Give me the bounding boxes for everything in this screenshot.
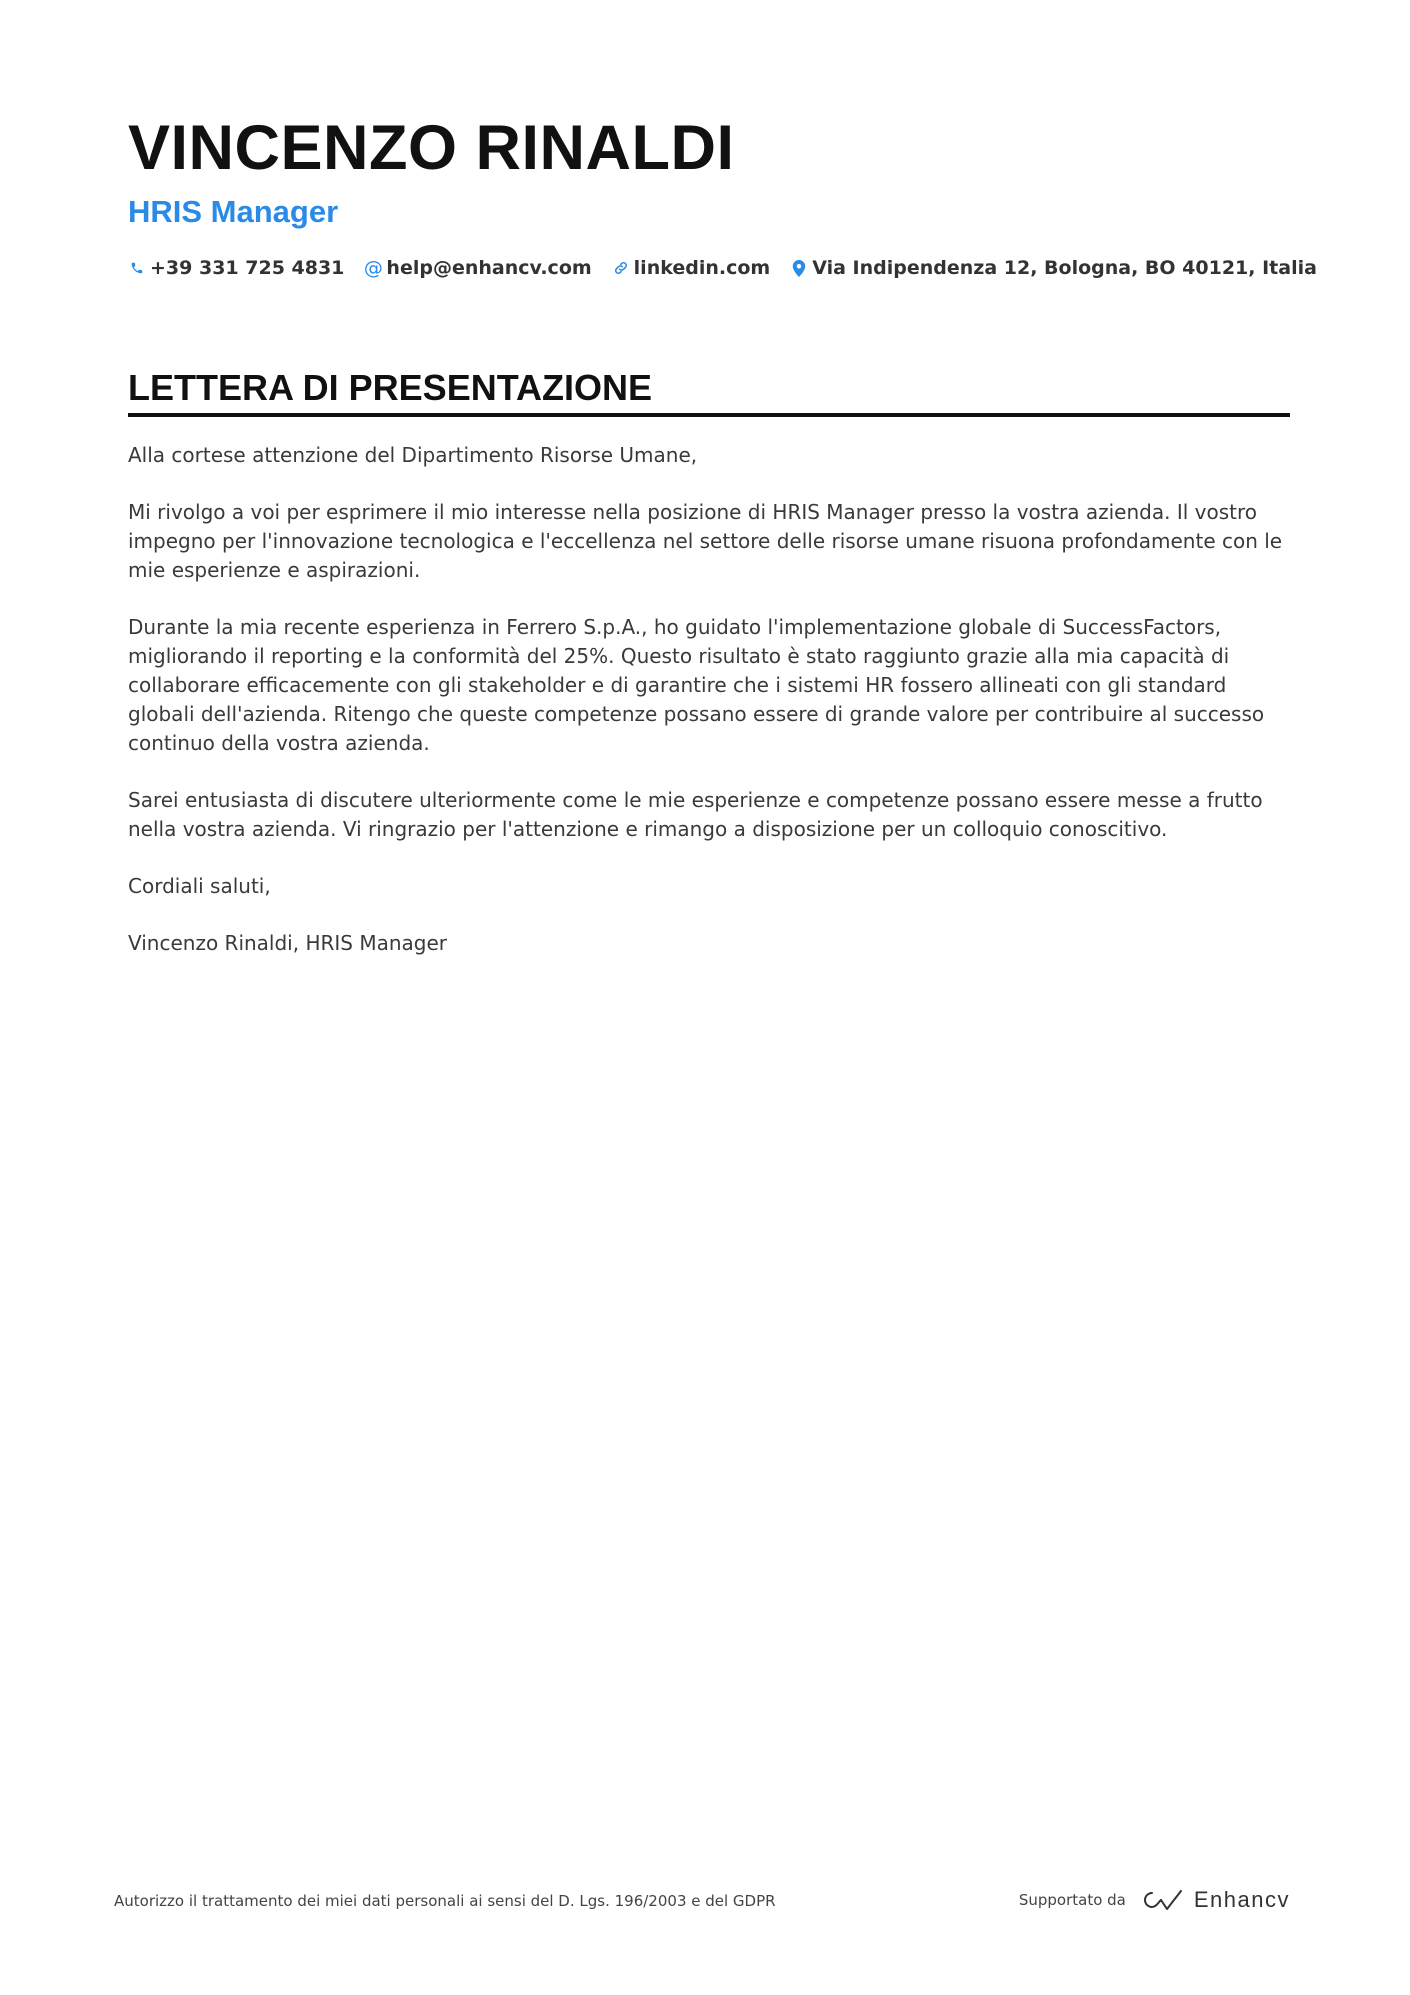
- location-pin-icon: [790, 258, 808, 278]
- email-text[interactable]: help@enhancv.com: [386, 257, 592, 279]
- paragraph-1: Mi rivolgo a voi per esprimere il mio interesse nella posizione di HRIS Manager presso la vostra azienda. Il vostro impegno per l'innovazione tecnologica e l'eccellenza nel settore delle risorse umane risuona profondamente con le mie esperienze e aspirazioni.: [128, 500, 1283, 582]
- applicant-role: HRIS Manager: [128, 194, 339, 229]
- powered-by[interactable]: [1019, 1880, 1290, 1920]
- section-title: LETTERA DI PRESENTAZIONE: [128, 365, 1290, 417]
- enhancv-logo-icon: [1138, 1888, 1184, 1912]
- paragraph-2: Durante la mia recente esperienza in Ferrero S.p.A., ho guidato l'implementazione globale di SuccessFactors, migliorando il reporting e la conformità del 25%. Questo risultato è stato raggiunto grazie alla mia capacità di collaborare efficacemente con gli stakeholder e di garantire che i sistemi HR fossero allineati con gli standard globali dell'azienda. Ritengo che queste competenze possano essere di grande valore per contribuire al successo continuo della vostra azienda.: [128, 615, 1265, 755]
- powered-by-label: Supportato da: [1018, 1891, 1126, 1909]
- link-icon: [612, 258, 630, 278]
- applicant-name: VINCENZO RINALDI: [128, 113, 735, 183]
- footer: [114, 1880, 1290, 1920]
- letter-section: [128, 365, 1290, 986]
- phone-text: +39 331 725 4831: [150, 257, 345, 279]
- contact-email[interactable]: [364, 257, 591, 279]
- contact-address: [790, 257, 1317, 279]
- header: [128, 108, 1317, 279]
- signature: Vincenzo Rinaldi, HRIS Manager: [128, 931, 448, 955]
- address-text: Via Indipendenza 12, Bologna, BO 40121, Italia: [812, 257, 1317, 279]
- at-icon: @: [363, 257, 383, 279]
- contact-bar: [128, 257, 1317, 279]
- letter-body: [128, 441, 1290, 958]
- salutation: Alla cortese attenzione del Dipartimento Risorse Umane,: [128, 443, 698, 467]
- paragraph-3: Sarei entusiasta di discutere ulteriormente come le mie esperienze e competenze possano essere messe a frutto nella vostra azienda. Vi ringrazio per l'attenzione e rimango a disposizione per un colloquio conoscitivo.: [128, 788, 1263, 841]
- privacy-note: Autorizzo il trattamento dei miei dati personali ai sensi del D. Lgs. 196/2003 e del GDPR: [114, 1892, 776, 1910]
- contact-phone: [128, 257, 344, 279]
- phone-icon: [128, 258, 146, 278]
- contact-linkedin[interactable]: [612, 257, 771, 279]
- closing: Cordiali saluti,: [128, 874, 271, 898]
- linkedin-text[interactable]: linkedin.com: [633, 257, 771, 279]
- enhancv-wordmark: Enhancv: [1193, 1887, 1290, 1912]
